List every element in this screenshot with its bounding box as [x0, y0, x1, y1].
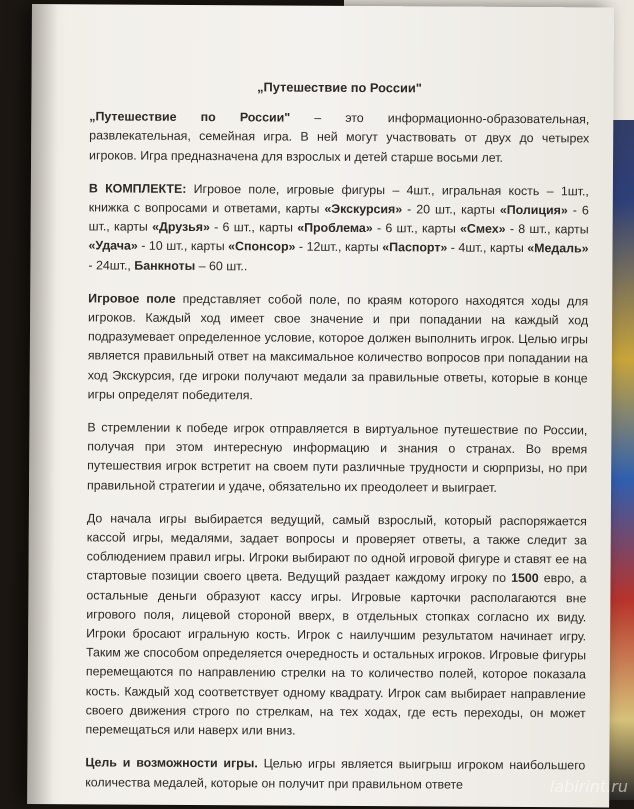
kit-text: - 20 шт., карты [402, 202, 500, 217]
kit-card-name: «Медаль» [527, 241, 589, 256]
journey-paragraph: В стремлении к победе игрок отправляется в виртуальное путешествие по России, получая при этом интересную информацию и знания о странах. Во время путешествия игрок встретит на своем пути различные трудности и сюрпризы, но при правильной стратегии и удаче, обязательно их преодолеет и выиграет. [87, 420, 588, 495]
rules-text: До начала игры выбирается ведущий, самый взрослый, который распоряжается кассой игры, медалями, задает вопросы и проверяет ответы, а также следит за соблюдением правил игры. Игроки выбирают по одной игровой фигуре и ставят ее на стартовые позиции своего цвета. Ведущий раздает каждому игроку по [86, 511, 587, 586]
rules-amount: 1500 [511, 571, 539, 586]
kit-card-name: «Друзья» [152, 219, 210, 235]
goal-lead: Цель и возможности игры. [85, 755, 258, 771]
kit-card-name: Банкноты [134, 258, 196, 273]
kit-text: Игровое поле, игровые фигуры – 4шт., игральная кость – 1шт., книжка с вопросами и ответами, карты [88, 181, 589, 216]
kit-card-name: «Спонсор» [228, 239, 296, 255]
booklet-page [27, 4, 614, 808]
kit-card-name: «Проблема» [297, 220, 373, 236]
watermark: labirint.ru [549, 777, 628, 796]
kit-paragraph [88, 179, 589, 278]
kit-text: - 6 шт., карты [88, 203, 589, 234]
kit-text: - 4шт., карты [447, 240, 528, 256]
goal-text: Целью игры является выигрыш игроком наибольшего количества медалей, которые он получит при правильном ответе [85, 756, 586, 792]
rules-text: евро, а остальные деньги образуют кассу игры. Игровые карточки располагаются вне игрового поля, лицевой стороной вверх, в отдельных стопках согласно их виду. Игроки бросают игральную кость. Игрок с наилучшим результатом начинает игру. Таким же способом определяется очередность и остальных игроков. Игровые фигуры перемещаются по направлению стрелки на то количество полей, которое показала кость. Каждый ход соответствует одному квадрату. Игрок сам выбирает направление своего движения строго по стрелкам, на тех ходах, где есть переходы, он может перемещаться или наверх или вниз. [85, 571, 587, 738]
kit-card-name: «Удача» [88, 238, 138, 254]
kit-card-name: «Полиция» [499, 202, 568, 218]
goal-paragraph [85, 754, 585, 795]
page-content [85, 76, 589, 809]
kit-text: - 8 шт., карты [505, 222, 589, 237]
intro-paragraph [89, 108, 589, 169]
intro-lead: „Путешествие по России" [89, 109, 291, 125]
kit-text: - 6 шт., карты [209, 220, 298, 235]
page-spine-shadow [27, 4, 58, 804]
kit-heading: В КОМПЛЕКТЕ: [88, 181, 187, 196]
kit-text: – 60 шт.. [195, 258, 248, 273]
kit-card-name: «Смех» [460, 221, 506, 237]
field-text: представляет собой поле, по краям которого находятся ходы для игроков. Каждый ход имеет свое значение и при попадании на каждый ход подразумевает определенное условие, которое должен выполнить игрок. Целью игры является правильный ответ на максимальное количество вопросов при попадании на ход Экскурсия, где игроки получают медали за правильные ответы, которые в конце игры определят победителя. [87, 291, 589, 403]
kit-card-name: «Экскурсия» [324, 201, 403, 217]
intro-text: – это информационно-образовательная, развлекательная, семейная игра. В ней могут участвовать от двух до четырех игроков. Игра предназначена для взрослых и детей старше восьми лет. [89, 110, 590, 165]
kit-text: - 24шт., [88, 257, 135, 273]
document-title: „Путешествие по России" [257, 79, 422, 96]
kit-text: - 12шт., карты [295, 240, 383, 255]
kit-card-name: «Паспорт» [382, 240, 448, 255]
kit-text: - 6 шт., карты [372, 221, 461, 236]
rules-paragraph [86, 509, 587, 742]
field-lead: Игровое поле [88, 291, 176, 306]
field-paragraph [88, 289, 589, 407]
kit-text: - 10 шт., карты [137, 239, 229, 254]
